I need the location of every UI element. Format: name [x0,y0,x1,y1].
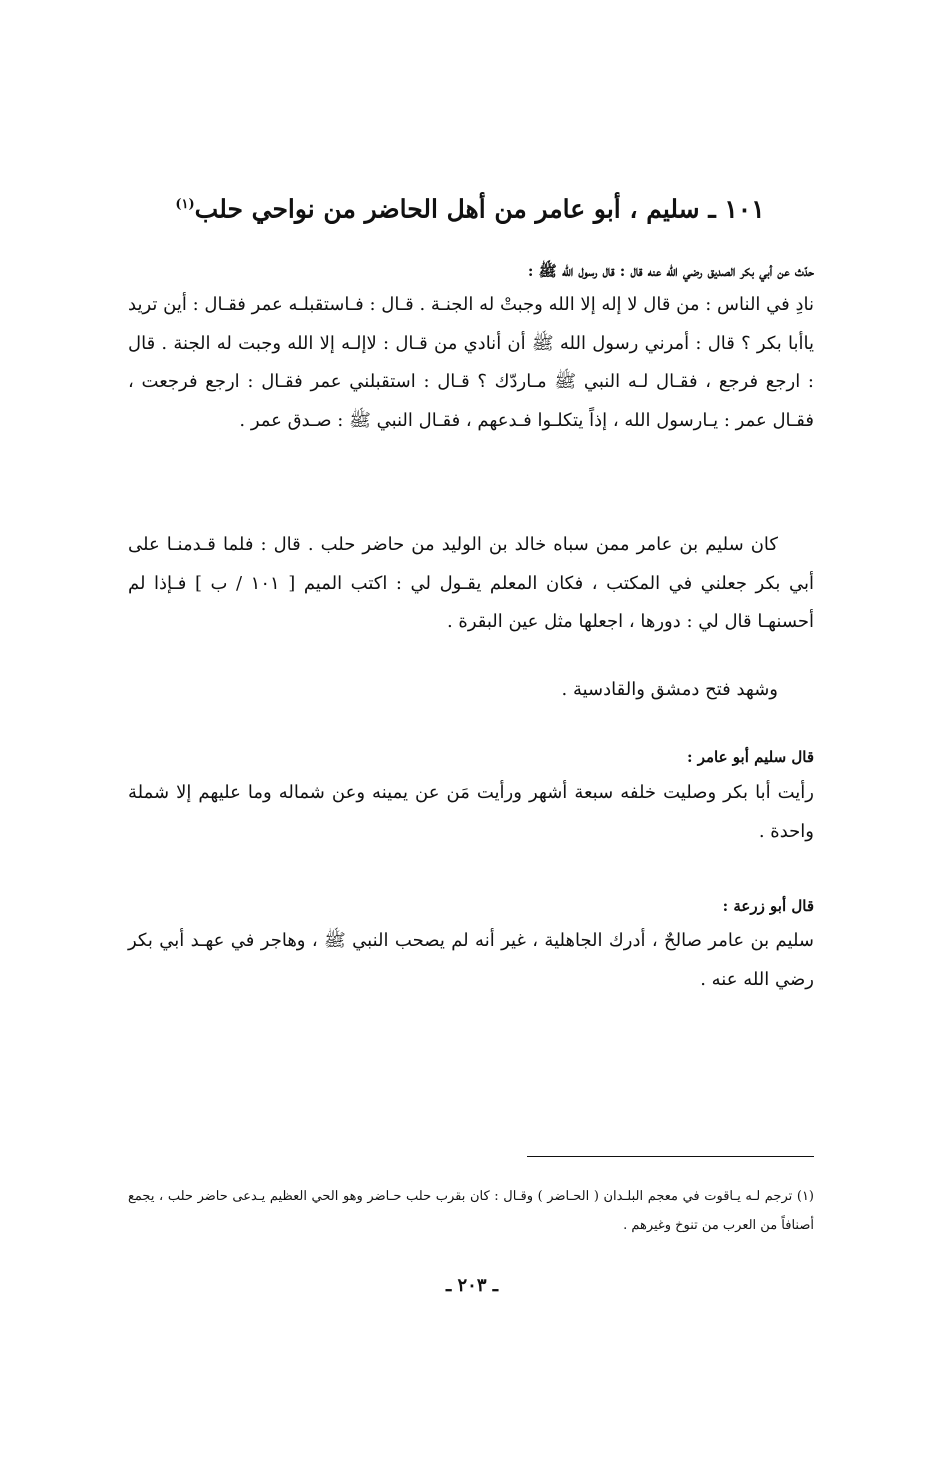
page-number: ـ ٢٠٣ ـ [445,1275,499,1296]
footnote-divider [527,1156,814,1157]
biography-paragraph: كان سليم بن عامر ممن سباه خالد بن الوليد من حاضر حلب . قال : فلما قـدمنـا على أبي بكر جعلني في المكتب ، فكان المعلم يقـول لي : اكتب الميم [ ١٠١ / ب ] فـإذا لم أحسنهـا قال لي : دورها ، اجعلها مثل عين البقرة . [128,534,815,632]
abu-zura-intro: قال أبو زرعة : [722,897,814,915]
footnote-reference: (١) [175,197,195,212]
narration-intro: قال سليم أبو عامر : [686,748,814,766]
entry-heading [120,185,820,229]
abu-zura-paragraph: سليم بن عامر صالحٌ ، أدرك الجاهلية ، غير أنه لم يصحب النبي ﷺ ، وهاجر في عهـد أبي بكر رضي الله عنه . [128,930,814,990]
hadith-paragraph: نادِ في الناس : من قال لا إله إلا الله وجبتْ له الجنـة . قـال : فـاستقبلـه عمر فقـال : أين تريد ياأبا بكر ؟ قال : أمرني رسول الله ﷺ أن أنادي من قـال : لاإلـه إلا الله وجبت له الجنة . قال : ارجع فرجع ، فقـال لـه النبي ﷺ مـاردّك ؟ قـال : استقبلني عمر فقـال : ارجع فرجعت ، فقـال عمر : يـارسول الله ، إذاً يتكلـوا فـدعهم ، فقـال النبي ﷺ : صـدق عمر . [128,294,814,431]
narration-paragraph: رأيت أبا بكر وصليت خلفه سبعة أشهر ورأيت مَن عن يمينه وعن شماله وما عليهم إلا شملة واحدة . [128,782,814,842]
footnote-text: (١) ترجم لـه يـاقوت في معجم البلـدان ( الحـاضر ) وقـال : كان بقرب حلب حـاضر وهو الحي العظيم يـدعى حاضر حلب ، يجمع أصنافاً من العرب من تنوخ وغيرهم . [128,1189,814,1233]
hadith-intro: حدّث عن أبي بكر الصديق رضي الله عنه قال : قال رسول الله ﷺ : [527,262,814,280]
entry-heading-text: ١٠١ ـ سليم ، أبو عامر من أهل الحاضر من نواحي حلب [194,194,765,224]
battles-paragraph: وشهد فتح دمشق والقادسية . [561,679,778,700]
